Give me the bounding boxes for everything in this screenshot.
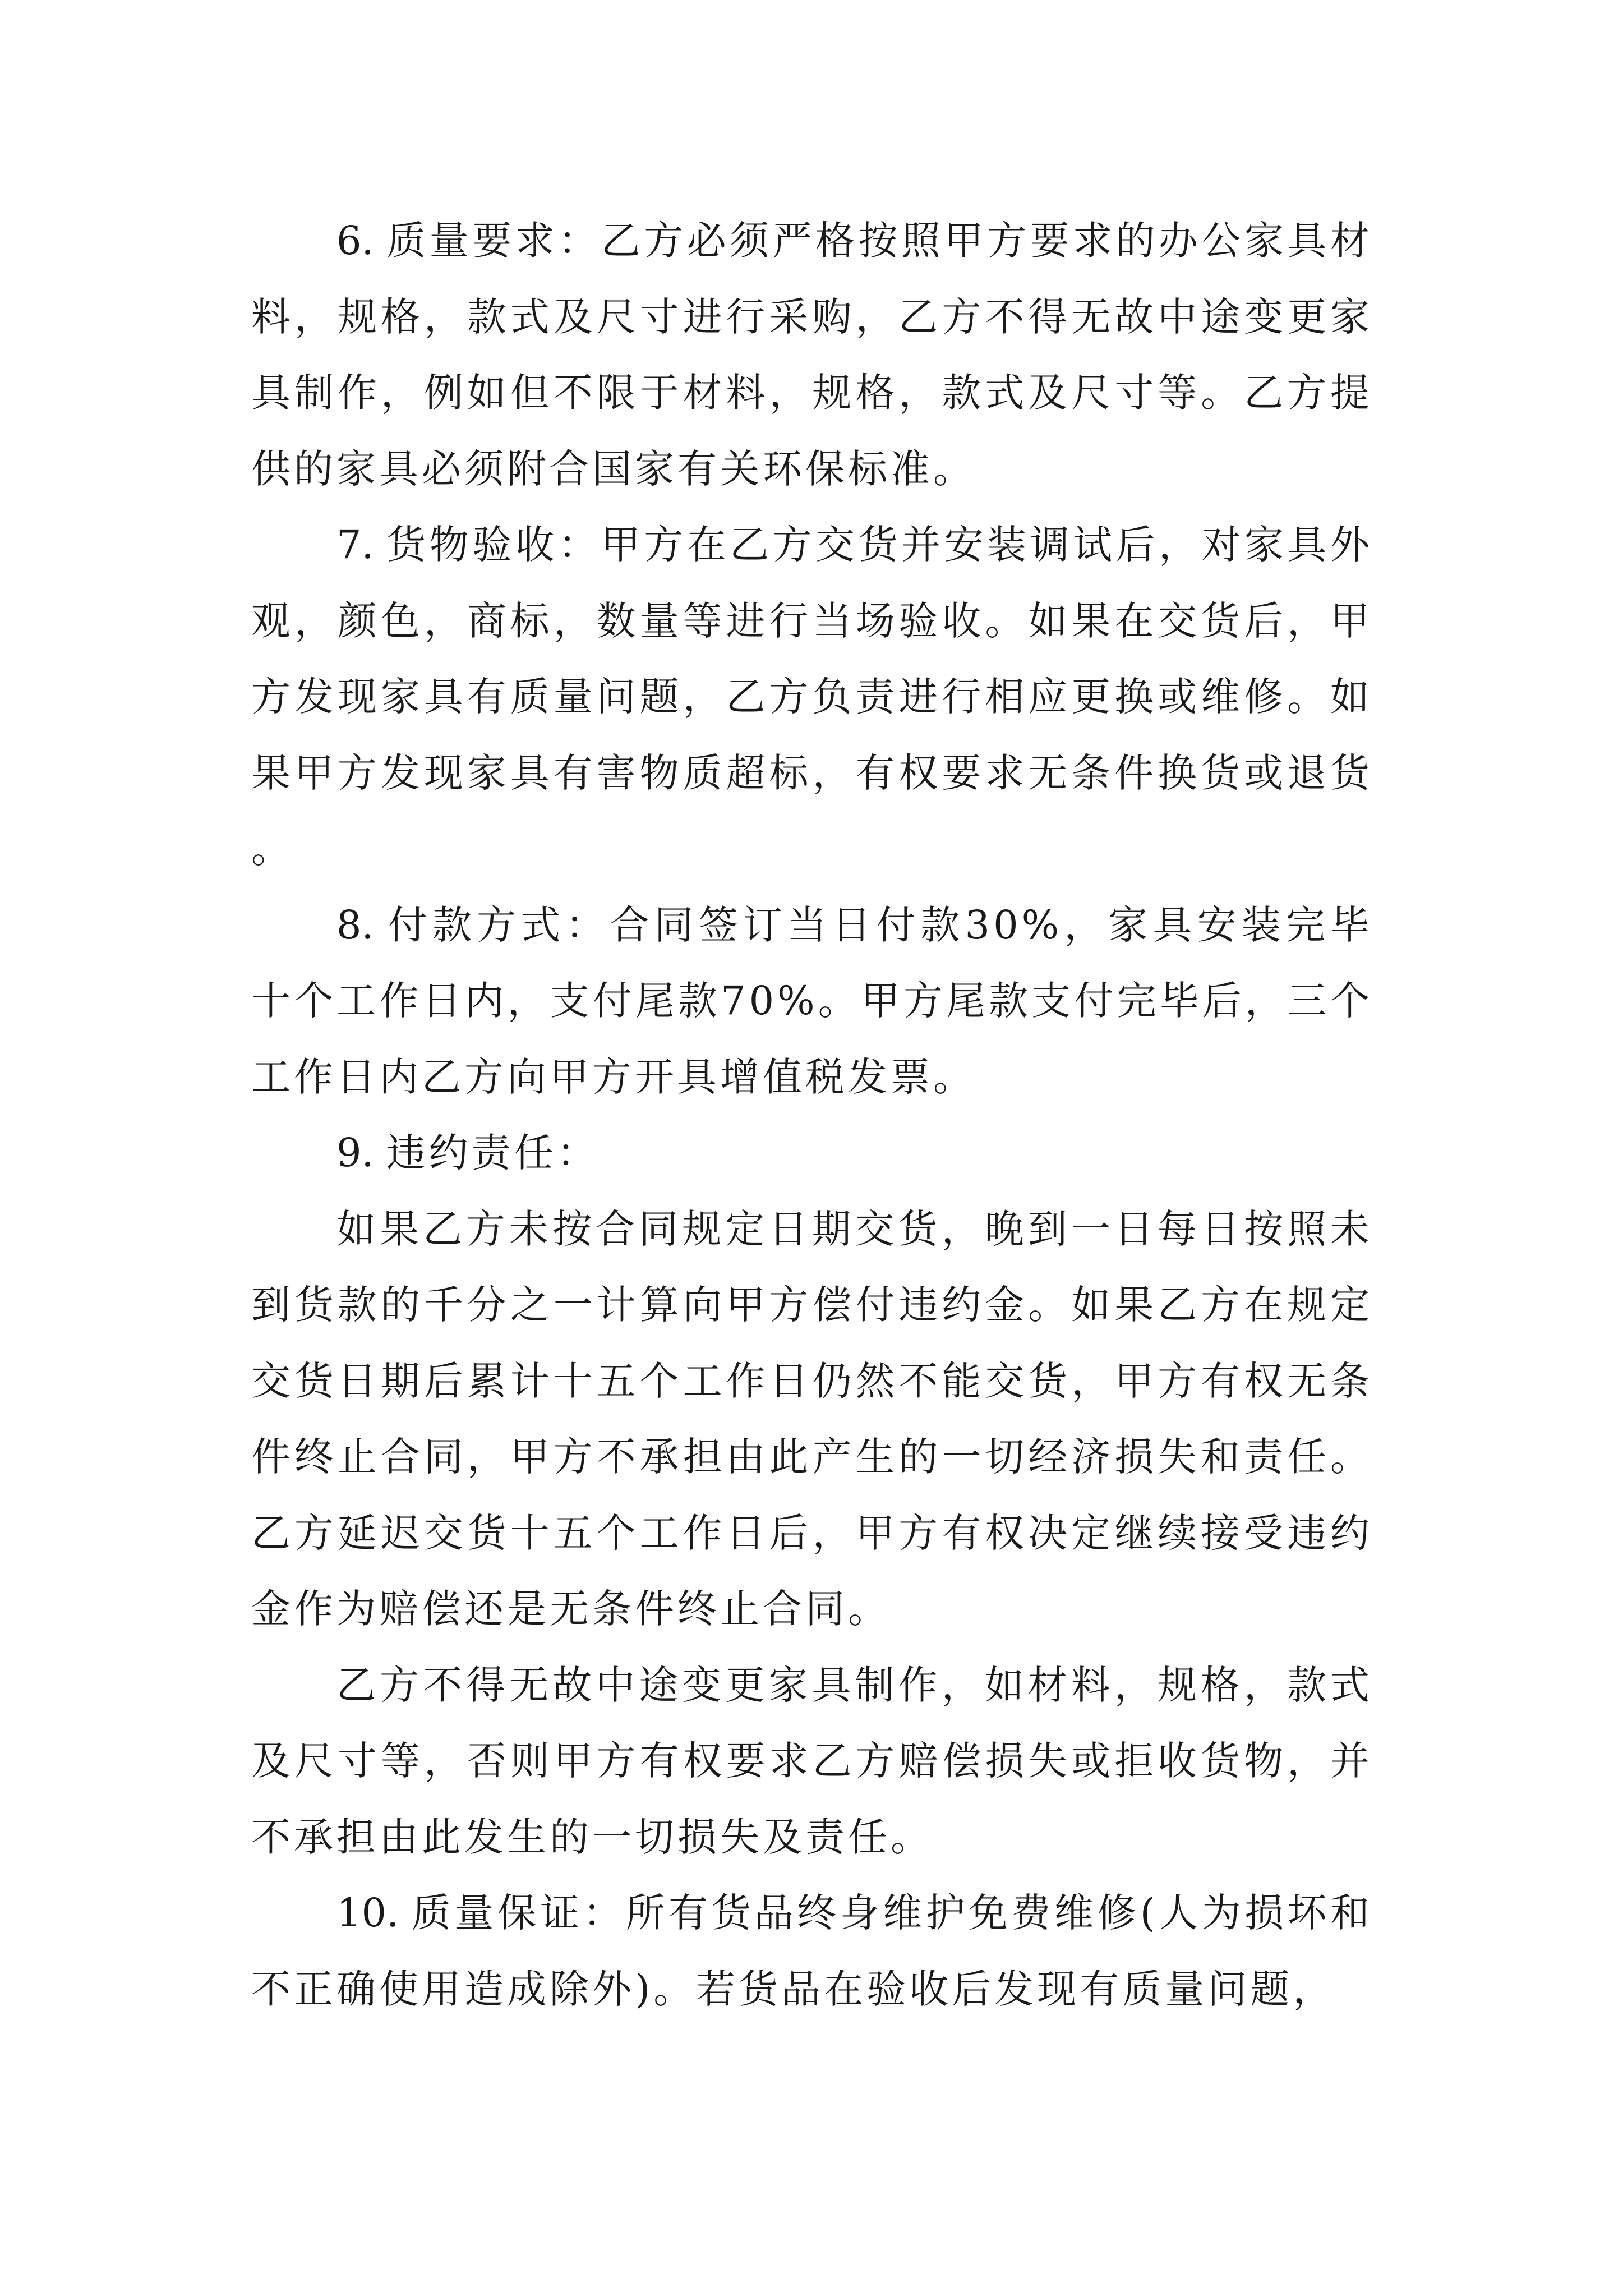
clause-7-goods-acceptance	[251, 507, 1373, 887]
liability-late-delivery	[251, 1191, 1373, 1648]
clause-text: 质量保证：所有货品终身维护免费维修(人为损坏和不正确使用造成除外)。若货品在验收后发现有质量问题，	[251, 1890, 1373, 2012]
paragraph-text: 乙方不得无故中途变更家具制作，如材料，规格，款式及尺寸等，否则甲方有权要求乙方赔偿损失或拒收货物，并不承担由此发生的一切损失及责任。	[251, 1662, 1373, 1860]
liability-unauthorized-change	[251, 1648, 1373, 1876]
clause-number: 7.	[336, 522, 374, 568]
clause-text: 付款方式：合同签订当日付款30%，家具安装完毕十个工作日内，支付尾款70%。甲方尾款支付完毕后，三个工作日内乙方向甲方开具增值税发票。	[251, 901, 1373, 1100]
clause-text: 质量要求：乙方必须严格按照甲方要求的办公家具材料，规格，款式及尺寸进行采购，乙方不得无故中途变更家具制作，例如但不限于材料，规格，款式及尺寸等。乙方提供的家具必须附合国家有关环保标准。	[251, 218, 1373, 492]
clause-number: 6.	[336, 218, 374, 264]
clause-text: 货物验收：甲方在乙方交货并安装调试后，对家具外观，颜色，商标，数量等进行当场验收。如果在交货后，甲方发现家具有质量问题，乙方负责进行相应更换或维修。如果甲方发现家具有害物质超标，有权要求无条件换货或退货。	[251, 522, 1373, 872]
clause-number: 9.	[336, 1130, 374, 1176]
clause-10-quality-guarantee	[251, 1875, 1373, 2027]
clause-text: 违约责任：	[386, 1130, 600, 1176]
clause-6-quality-requirements	[251, 203, 1373, 507]
clause-8-payment-method	[251, 887, 1373, 1116]
clause-number: 10.	[336, 1890, 399, 1936]
clause-9-liability-heading	[251, 1115, 1373, 1191]
document-body	[251, 203, 1373, 2027]
clause-number: 8.	[336, 901, 374, 948]
paragraph-text: 如果乙方未按合同规定日期交货，晚到一日每日按照未到货款的千分之一计算向甲方偿付违约金。如果乙方在规定交货日期后累计十五个工作日仍然不能交货，甲方有权无条件终止合同，甲方不承担由此产生的一切经济损失和责任。乙方延迟交货十五个工作日后，甲方有权决定继续接受违约金作为赔偿还是无条件终止合同。	[251, 1205, 1373, 1632]
